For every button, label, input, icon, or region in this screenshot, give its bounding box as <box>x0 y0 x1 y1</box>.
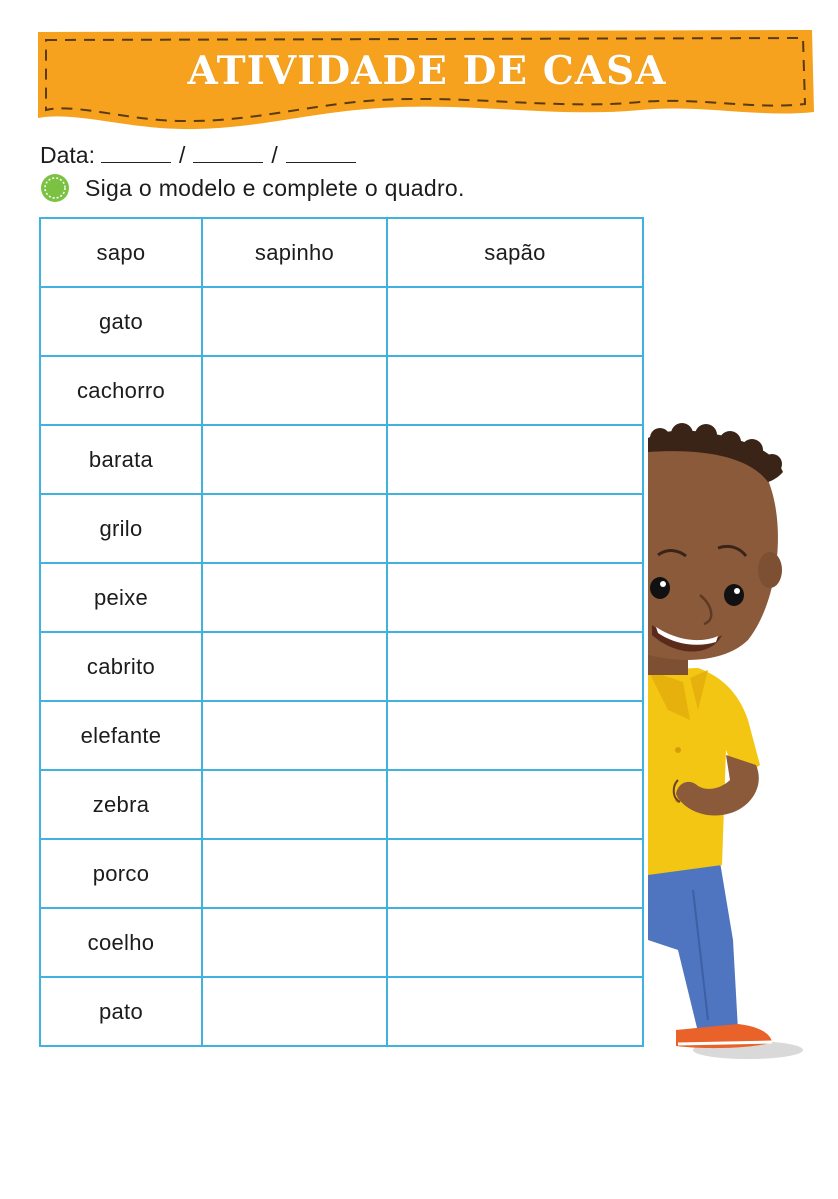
augmentative-answer-cell[interactable] <box>387 632 643 701</box>
augmentative-answer-cell[interactable] <box>387 770 643 839</box>
diminutive-answer-cell[interactable] <box>202 770 387 839</box>
diminutive-answer-cell[interactable] <box>202 977 387 1046</box>
date-separator: / <box>271 142 278 168</box>
word-cell: coelho <box>40 908 202 977</box>
date-line <box>40 142 362 169</box>
table-row <box>40 632 643 701</box>
table-row <box>40 425 643 494</box>
augmentative-answer-cell[interactable] <box>387 287 643 356</box>
augmentative-answer-cell[interactable] <box>387 425 643 494</box>
table-row <box>40 287 643 356</box>
augmentative-answer-cell[interactable] <box>387 563 643 632</box>
augmentative-answer-cell[interactable] <box>387 701 643 770</box>
diminutive-answer-cell[interactable] <box>202 701 387 770</box>
word-table <box>39 217 644 1047</box>
word-cell: pato <box>40 977 202 1046</box>
augmentative-answer-cell[interactable] <box>387 494 643 563</box>
model-diminutive: sapinho <box>202 218 387 287</box>
diminutive-answer-cell[interactable] <box>202 425 387 494</box>
instruction <box>40 173 465 203</box>
instruction-text: Siga o modelo e complete o quadro. <box>85 174 465 201</box>
date-label: Data: <box>40 142 95 168</box>
word-cell: barata <box>40 425 202 494</box>
model-augmentative: sapão <box>387 218 643 287</box>
table-row <box>40 563 643 632</box>
table-header-row <box>40 218 643 287</box>
model-word: sapo <box>40 218 202 287</box>
table-row <box>40 701 643 770</box>
word-cell: elefante <box>40 701 202 770</box>
table-row <box>40 977 643 1046</box>
augmentative-answer-cell[interactable] <box>387 356 643 425</box>
diminutive-answer-cell[interactable] <box>202 563 387 632</box>
date-year-blank[interactable] <box>286 144 356 163</box>
diminutive-answer-cell[interactable] <box>202 632 387 701</box>
date-month-blank[interactable] <box>193 144 263 163</box>
diminutive-answer-cell[interactable] <box>202 287 387 356</box>
date-day-blank[interactable] <box>101 144 171 163</box>
table-row <box>40 770 643 839</box>
word-cell: grilo <box>40 494 202 563</box>
augmentative-answer-cell[interactable] <box>387 977 643 1046</box>
boy-illustration <box>638 420 808 1070</box>
date-separator: / <box>178 142 186 168</box>
augmentative-answer-cell[interactable] <box>387 908 643 977</box>
word-cell: peixe <box>40 563 202 632</box>
word-cell: cachorro <box>40 356 202 425</box>
diminutive-answer-cell[interactable] <box>202 356 387 425</box>
word-cell: gato <box>40 287 202 356</box>
diminutive-answer-cell[interactable] <box>202 908 387 977</box>
page-title: ATIVIDADE DE CASA <box>187 48 667 94</box>
table-row <box>40 494 643 563</box>
bullet-icon <box>40 173 70 203</box>
word-cell: porco <box>40 839 202 908</box>
augmentative-answer-cell[interactable] <box>387 839 643 908</box>
word-cell: cabrito <box>40 632 202 701</box>
word-cell: zebra <box>40 770 202 839</box>
diminutive-answer-cell[interactable] <box>202 839 387 908</box>
table-row <box>40 908 643 977</box>
table-row <box>40 839 643 908</box>
table-row <box>40 356 643 425</box>
diminutive-answer-cell[interactable] <box>202 494 387 563</box>
